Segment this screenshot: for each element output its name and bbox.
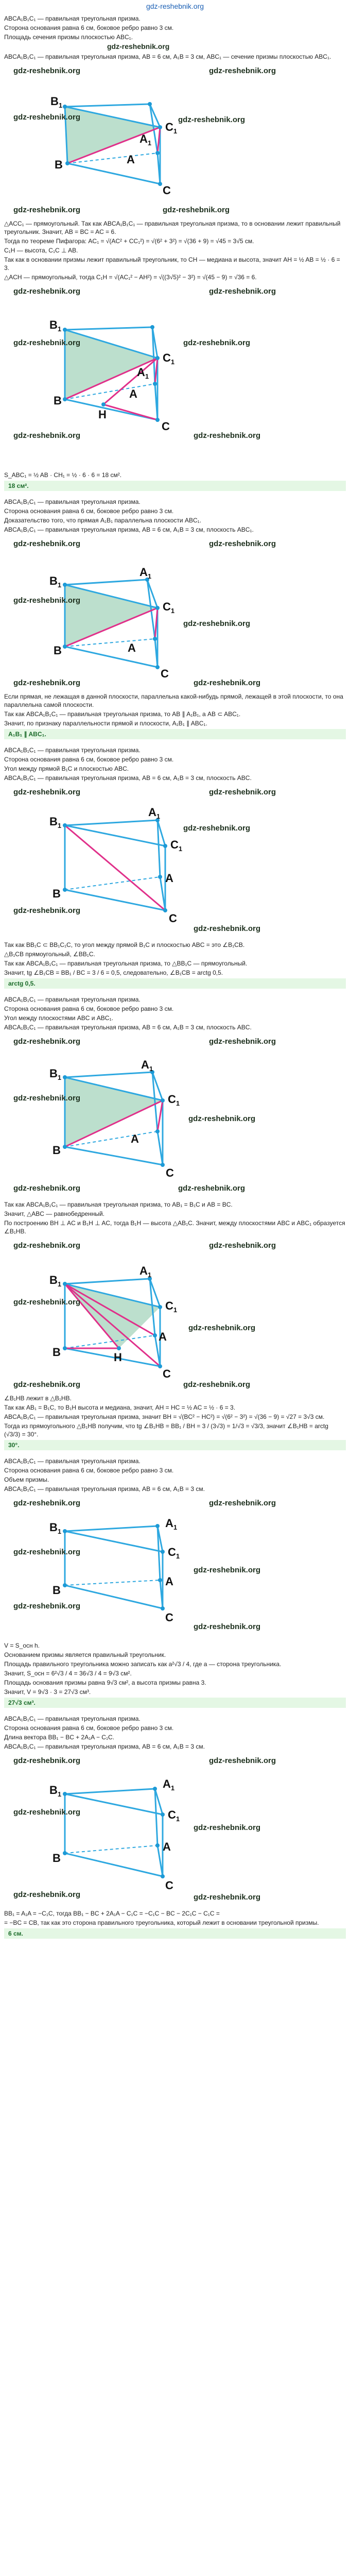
answer-badge: A₁B₁ ∥ ABC₁. <box>4 729 346 739</box>
vertex-label-a1: $A_1$ <box>165 1517 178 1531</box>
vertex-label-a1: $A_1$ <box>148 806 161 820</box>
vertex-label-a1: $A_1$ <box>139 1264 152 1279</box>
solution-text: Если прямая, не лежащая в данной плоскости, параллельна какой-нибудь прямой, лежащей в этой плоскости, то она параллельна самой плоскости. <box>4 693 343 708</box>
vertex-label-b1: $B_1$ <box>49 1521 62 1535</box>
watermark: gdz-reshebnik.org <box>13 1756 81 1765</box>
watermark: gdz-reshebnik.org <box>209 788 276 796</box>
solution-text: Значит, V = 9√3 · 3 = 27√3 см³. <box>4 1688 91 1696</box>
vertex-label-c: C <box>163 184 171 197</box>
watermark: gdz-reshebnik.org <box>13 1037 81 1046</box>
watermark: gdz-reshebnik.org <box>163 206 230 214</box>
watermark: gdz-reshebnik.org <box>13 1298 81 1307</box>
solution-text: Значит, по признаку параллельности прямой и плоскости, A₁B₁ ∥ ABC₁. <box>4 720 207 727</box>
vertex-label-c1: $C_1$ <box>163 351 175 366</box>
vertex-label-c1: $C_1$ <box>168 1093 180 1107</box>
vertex-label-a: A <box>127 153 135 166</box>
watermark: gdz-reshebnik.org <box>194 1893 261 1902</box>
solution-text: ABCA₁B₁C₁ — правильная треугольная призма, AB = 6 см, A₁B = 3 см, ABC₁ — сечение призмы плоскостью ABC₁. <box>4 53 331 60</box>
solution-text: Тогда по теореме Пифагора: AC₁ = √(AC² + CC₁²) = √(6² + 3²) = √(36 + 9) = √45 = 3√5 см. <box>4 238 254 245</box>
vertex-label-b: B <box>54 394 62 407</box>
solution-text: Площадь правильного треугольника можно записать как a²√3 / 4, где a — сторона треугольника. <box>4 1660 282 1668</box>
vertex-label-a: A <box>163 1840 171 1853</box>
section-face <box>65 585 157 647</box>
watermark: gdz-reshebnik.org <box>209 1499 276 1507</box>
vertex-label-b: B <box>52 1852 61 1865</box>
watermark: gdz-reshebnik.org <box>209 539 276 548</box>
watermark: gdz-reshebnik.org <box>183 824 251 833</box>
solution-text: BB₁ = A₁A = −C₁C, тогда BB₁ − BC + 2A₁A − C₁C = −C₁C − BC − 2C₁C − C₁C = <box>4 1910 220 1917</box>
vertex-label-b1: $B_1$ <box>49 815 62 829</box>
vertex-label-a: A <box>129 387 137 400</box>
watermark: gdz-reshebnik.org <box>13 539 81 548</box>
watermark: gdz-reshebnik.org <box>194 1622 261 1631</box>
given-text: ABCA₁B₁C₁ — правильная треугольная призма. <box>4 747 141 754</box>
solution-text: ABCA₁B₁C₁ — правильная треугольная призма, AB = 6 см, A₁B = 3 см, плоскость ABC₁. <box>4 526 254 533</box>
find-text: Доказательство того, что прямая A₁B₁ параллельна плоскости ABC₁. <box>4 517 202 524</box>
section-5 <box>0 1454 350 1711</box>
given-text: ABCA₁B₁C₁ — правильная треугольная призма. <box>4 996 141 1003</box>
solution-text: ABCA₁B₁C₁ — правильная треугольная призма, AB = 6 см, A₁B = 3 см, плоскость ABC. <box>4 774 252 782</box>
solution-text: Значит, tg ∠B₁CB = BB₁ / BC = 3 / 6 = 0,5, следовательно, ∠B₁CB = arctg 0,5. <box>4 969 223 976</box>
vertex-label-c1: $C_1$ <box>170 838 183 853</box>
watermark: gdz-reshebnik.org <box>178 115 246 124</box>
watermark: gdz-reshebnik.org <box>13 1808 81 1817</box>
vertex-label-b: B <box>52 887 61 900</box>
given-text: ABCA₁B₁C₁ — правильная треугольная призма. <box>4 1458 141 1465</box>
vertex-label-a: A <box>165 1575 173 1588</box>
given-text: Сторона основания равна 6 см, боковое ребро равно 3 см. <box>4 1467 174 1474</box>
watermark: gdz-reshebnik.org <box>13 431 81 440</box>
solution-text: ABCA₁B₁C₁ — правильная треугольная призма, AB = 6 см, A₁B = 3 см, плоскость ABC. <box>4 1024 252 1031</box>
vertex-label-a1: $A_1$ <box>163 1777 175 1792</box>
vertex-label-b: B <box>55 158 63 171</box>
given-text: Сторона основания равна 6 см, боковое ребро равно 3 см. <box>4 24 174 31</box>
watermark: gdz-reshebnik.org <box>13 679 81 687</box>
prism-figure-5 <box>8 1033 338 1198</box>
watermark: gdz-reshebnik.org <box>107 42 170 50</box>
vertex-label-b1: $B_1$ <box>49 1067 62 1081</box>
find-text: Площадь сечения призмы плоскостью ABC₁. <box>4 33 133 41</box>
vertex-label-a1: $A_1$ <box>139 566 152 580</box>
answer-badge: 18 см². <box>4 481 346 491</box>
solution-text: Так как ABCA₁B₁C₁ — правильная треугольная призма, то △BB₁C — прямоугольный. <box>4 960 248 967</box>
watermark: gdz-reshebnik.org <box>13 1499 81 1507</box>
prism-figure-4 <box>8 784 338 939</box>
vertex-label-b: B <box>52 1144 61 1157</box>
given-text: Сторона основания равна 6 см, боковое ребро равно 3 см. <box>4 507 174 515</box>
vertex-label-a: A <box>128 641 136 654</box>
watermark: gdz-reshebnik.org <box>13 1602 81 1611</box>
section-1 <box>0 11 350 495</box>
prism-figure-6 <box>8 1238 338 1392</box>
solution-text: C₁H — высота, C₁C ⊥ AB. <box>4 247 78 254</box>
watermark: gdz-reshebnik.org <box>188 1324 256 1332</box>
watermark: gdz-reshebnik.org <box>13 906 81 915</box>
vertex-label-b1: $B_1$ <box>49 318 62 333</box>
solution-text: Так как BB₁C ⊂ BB₁C₁C, то угол между прямой B₁C и плоскостью ABC = это ∠B₁CB. <box>4 941 245 948</box>
edge-b1a1 <box>65 104 150 107</box>
watermark: gdz-reshebnik.org <box>13 206 81 214</box>
watermark: gdz-reshebnik.org <box>209 1037 276 1046</box>
watermark: gdz-reshebnik.org <box>178 1184 246 1193</box>
watermark: gdz-reshebnik.org <box>13 66 81 75</box>
vertex-label-h: H <box>114 1351 122 1364</box>
prism-figure-2 <box>8 283 338 469</box>
vertex-label-h: H <box>98 408 107 421</box>
section-4 <box>0 992 350 1454</box>
solution-text: △B₁CB прямоугольный, ∠BB₁C. <box>4 951 95 958</box>
prism-figure-8 <box>8 1753 338 1907</box>
watermark: gdz-reshebnik.org <box>194 924 261 933</box>
vertex-label-c1: $C_1$ <box>163 600 175 615</box>
vertex-label-b1: $B_1$ <box>50 95 63 109</box>
answer-badge: 27√3 см³. <box>4 1698 346 1708</box>
find-text: Объем призмы. <box>4 1476 49 1483</box>
solution-text: Площадь основания призмы равна 9√3 см², а высота призмы равна 3. <box>4 1679 206 1686</box>
watermark: gdz-reshebnik.org <box>13 596 81 605</box>
vertex-label-b1: $B_1$ <box>49 574 62 589</box>
prism-figure-7 <box>8 1495 338 1639</box>
watermark: gdz-reshebnik.org <box>13 113 81 122</box>
vertex-label-a: A <box>165 872 173 885</box>
solution-text: Основанием призмы является правильный треугольник. <box>4 1651 166 1658</box>
watermark: gdz-reshebnik.org <box>194 1566 261 1574</box>
given-text: ABCA₁B₁C₁ — правильная треугольная призма. <box>4 1715 141 1722</box>
solution-text: ABCA₁B₁C₁ — правильная треугольная призма, AB = 6 см, A₁B = 3 см. <box>4 1485 205 1493</box>
solution-text: ABCA₁B₁C₁ — правильная треугольная призма, значит BH = √(BC² − HC²) = √(6² − 3²) = √(36 − 9) = √27 = 3√3 см. <box>4 1413 325 1420</box>
watermark: gdz-reshebnik.org <box>194 679 261 687</box>
prism-figure-1 <box>8 63 338 217</box>
prism-figure-3 <box>8 536 338 690</box>
watermark: gdz-reshebnik.org <box>13 1184 81 1193</box>
vertex-label-b: B <box>52 1346 61 1359</box>
watermark: gdz-reshebnik.org <box>209 1756 276 1765</box>
given-text: ABCA₁B₁C₁ — правильная треугольная призма. <box>4 15 141 22</box>
vertex-label-a1: $A_1$ <box>139 132 152 147</box>
section-3 <box>0 743 350 992</box>
solution-text: По построению BH ⊥ AC и B₁H ⊥ AC, тогда B₁H — высота △AB₁C. Значит, между плоскостями ABC и ABC₁ образуется ∠B₁HB. <box>4 1219 345 1235</box>
watermark: gdz-reshebnik.org <box>13 1380 81 1389</box>
vertex-label-c1: $C_1$ <box>168 1808 180 1823</box>
edge-bc <box>67 163 160 184</box>
given-text: ABCA₁B₁C₁ — правильная треугольная призма. <box>4 498 141 505</box>
given-text: Сторона основания равна 6 см, боковое ребро равно 3 см. <box>4 1005 174 1012</box>
answer-badge: 6 см. <box>4 1928 346 1939</box>
solution-text: S_ABC₁ = ½ AB · CH₁ = ½ · 6 · 6 = 18 см². <box>4 471 122 479</box>
solution-text: V = S_осн h. <box>4 1642 40 1649</box>
watermark: gdz-reshebnik.org <box>194 431 261 440</box>
watermark: gdz-reshebnik.org <box>209 66 276 75</box>
vertex-label-c1: $C_1$ <box>165 1299 178 1314</box>
watermark: gdz-reshebnik.org <box>13 1890 81 1899</box>
given-text: Сторона основания равна 6 см, боковое ребро равно 3 см. <box>4 1724 174 1732</box>
solution-text: Значит, S_осн = 6²√3 / 4 = 36√3 / 4 = 9√3 см². <box>4 1670 132 1677</box>
vertex-label-c: C <box>165 1879 173 1892</box>
vertex-label-a1: $A_1$ <box>141 1058 153 1073</box>
vertex-label-b: B <box>52 1584 61 1597</box>
vertex-label-c: C <box>166 1166 174 1179</box>
vertex-label-c: C <box>162 420 170 433</box>
solution-text: Так как в основании призмы лежит правильный треугольник, то CH — медиана и высота, значит AH = ½ AB = ½ · 6 = 3. <box>4 256 340 272</box>
watermark: gdz-reshebnik.org <box>13 1241 81 1250</box>
solution-text: Так как AB₁ = B₁C, то B₁H высота и медиана, значит, AH = HC = ½ AC = ½ · 6 = 3. <box>4 1404 236 1411</box>
section-2 <box>0 495 350 743</box>
vertex-label-c: C <box>169 912 177 925</box>
vertex-label-c1: $C_1$ <box>165 121 178 135</box>
solution-text: ∠B₁HB лежит в △B₁HB. <box>4 1395 72 1402</box>
answer-badge: arctg 0,5. <box>4 978 346 989</box>
watermark: gdz-reshebnik.org <box>13 1094 81 1103</box>
watermark: gdz-reshebnik.org <box>209 1241 276 1250</box>
solution-text: △ACH — прямоугольный, тогда C₁H = √(AC₁² − AH²) = √((3√5)² − 3²) = √(45 − 9) = √36 = 6. <box>4 274 257 281</box>
site-header[interactable]: gdz-reshebnik.org <box>146 2 204 10</box>
solution-text: = −BC = CB, так как это сторона правильного треугольника, который лежит в основании треугольной призмы. <box>4 1919 319 1926</box>
vertex-label-b1: $B_1$ <box>49 1274 62 1288</box>
watermark: gdz-reshebnik.org <box>183 1380 251 1389</box>
find-text: Длина вектора BB₁ − BC + 2A₁A − C₁C. <box>4 1734 115 1741</box>
answer-badge: 30°. <box>4 1440 346 1450</box>
vertex-label-c: C <box>161 667 169 680</box>
vertex-label-a1: $A_1$ <box>137 366 149 380</box>
solution-text: Значит, △ABC — равнобедренный. <box>4 1210 105 1217</box>
find-text: Угол между прямой B₁C и плоскостью ABC. <box>4 765 129 772</box>
find-text: Угол между плоскостями ABC и ABC₁. <box>4 1014 113 1022</box>
vertex-label-b1: $B_1$ <box>49 1784 62 1798</box>
watermark: gdz-reshebnik.org <box>194 1823 261 1832</box>
vertex-label-c: C <box>165 1611 173 1624</box>
section-face <box>65 1077 163 1147</box>
section-6 <box>0 1711 350 1942</box>
vertex-label-b: B <box>54 644 62 657</box>
watermark: gdz-reshebnik.org <box>183 338 251 347</box>
solution-text: ABCA₁B₁C₁ — правильная треугольная призма, AB = 6 см, A₁B = 3 см. <box>4 1743 205 1750</box>
section-face <box>65 1284 160 1348</box>
watermark: gdz-reshebnik.org <box>13 338 81 347</box>
watermark: gdz-reshebnik.org <box>13 1548 81 1556</box>
watermark: gdz-reshebnik.org <box>13 287 81 296</box>
solution-text: Так как ABCA₁B₁C₁ — правильная треугольная призма, то AB₁ = B₁C и AB = BC. <box>4 1201 233 1208</box>
watermark: gdz-reshebnik.org <box>13 788 81 796</box>
vertex-label-c1: $C_1$ <box>168 1546 180 1560</box>
watermark: gdz-reshebnik.org <box>183 619 251 628</box>
solution-text: △ACC₁ — прямоугольный. Так как ABCA₁B₁C₁ — правильная треугольная призма, то в основании лежит правильный треугольник. Значит, AB = BC = AC = 6. <box>4 220 341 235</box>
solution-text: Так как ABCA₁B₁C₁ — правильная треугольная призма, то AB ∥ A₁B₁, а AB ⊂ ABC₁. <box>4 710 241 718</box>
watermark: gdz-reshebnik.org <box>188 1114 256 1123</box>
vertex-label-a: A <box>131 1132 139 1145</box>
given-text: Сторона основания равна 6 см, боковое ребро равно 3 см. <box>4 756 174 763</box>
vertex-label-a: A <box>159 1330 167 1343</box>
vertex-label-c: C <box>163 1367 171 1380</box>
solution-text: Тогда из прямоугольного △B₁HB получим, что tg ∠B₁HB = BB₁ / BH = 3 / (3√3) = 1/√3 = √3/3, значит ∠B₁HB = arctg (√3/3) = 30°. <box>4 1422 328 1438</box>
watermark: gdz-reshebnik.org <box>209 287 276 296</box>
